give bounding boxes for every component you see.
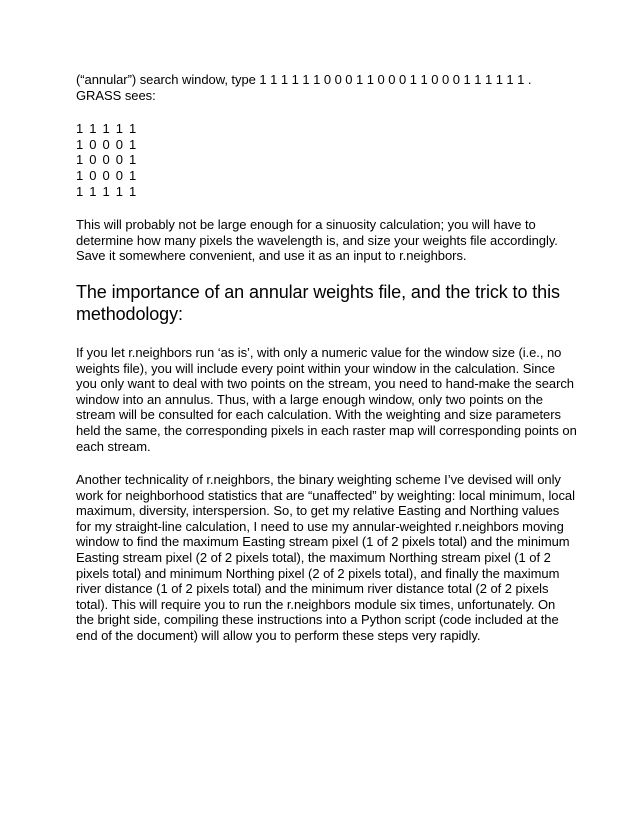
text-line: window into an annulus. Thus, with a large enough window, only two points on the [76,391,543,407]
text-line: for my straight-line calculation, I need to use my annular-weighted r.neighbors moving [76,518,564,534]
heading-line: The importance of an annular weights file, and the trick to this [76,281,560,302]
text-line: weights file), you will include every point within your window in the calculation. Since [76,360,556,376]
text-line: pixels total) and minimum Northing pixel (2 of 2 pixels total), and finally the maximum [76,565,560,581]
text-line: Easting stream pixel (2 of 2 pixels total), the maximum Northing stream pixel (1 of 2 [76,550,551,566]
technicality-paragraph [76,472,575,644]
grid-row: 1 1 1 1 1 [76,121,138,137]
section-heading [76,281,566,325]
text-line: window to find the maximum Easting stream pixel (1 of 2 pixels total) and the minimum [76,534,570,550]
window-size-paragraph [76,217,566,264]
text-line: work for neighborhood statistics that are “unaffected” by weighting: local minimum, local [76,487,575,503]
grid-row: 1 0 0 0 1 [76,167,138,183]
text-line: the bright side, compiling these instructions into a Python script (code included at the [76,612,559,628]
text-line: total). This will require you to run the r.neighbors module six times, unfortunately. On [76,596,556,612]
text-line: each stream. [76,438,151,454]
grid-row: 1 0 0 0 1 [76,136,138,152]
text-line: held the same, the corresponding pixels in each raster map will corresponding points on [76,422,577,438]
text-line: Another technicality of r.neighbors, the binary weighting scheme I’ve devised will only [76,472,561,488]
heading-line: methodology: [76,303,183,324]
text-line: end of the document) will allow you to perform these steps very rapidly. [76,628,481,644]
text-line: (“annular”) search window, type 1 1 1 1 1 1 0 0 0 1 1 0 0 0 1 1 0 0 0 1 1 1 1 1 1 . [76,72,532,87]
text-line: determine how many pixels the wavelength is, and size your weights file accordingly. [76,232,558,248]
text-line: river distance (1 of 2 pixels total) and the minimum river distance total (2 of 2 pixels [76,581,549,597]
text-line: you only want to deal with two points on the stream, you need to hand-make the search [76,376,574,392]
text-line: stream will be consulted for each calculation. With the weighting and size parameters [76,407,561,423]
text-line: GRASS sees: [76,87,156,103]
numeric-window-paragraph [76,344,577,454]
grid-row: 1 0 0 0 1 [76,152,138,168]
text-line: This will probably not be large enough for a sinuosity calculation; you will have to [76,217,536,233]
grid-row: 1 1 1 1 1 [76,183,138,199]
text-line: maximum, diversity, interspersion. So, to get my relative Easting and Northing values [76,503,560,519]
text-line: If you let r.neighbors run ‘as is’, with only a numeric value for the window size (i.e., no [76,344,562,360]
weights-grid [76,121,566,199]
text-line: Save it somewhere convenient, and use it as an input to r.neighbors. [76,248,467,264]
intro-paragraph [76,72,566,103]
document-page [76,72,577,644]
